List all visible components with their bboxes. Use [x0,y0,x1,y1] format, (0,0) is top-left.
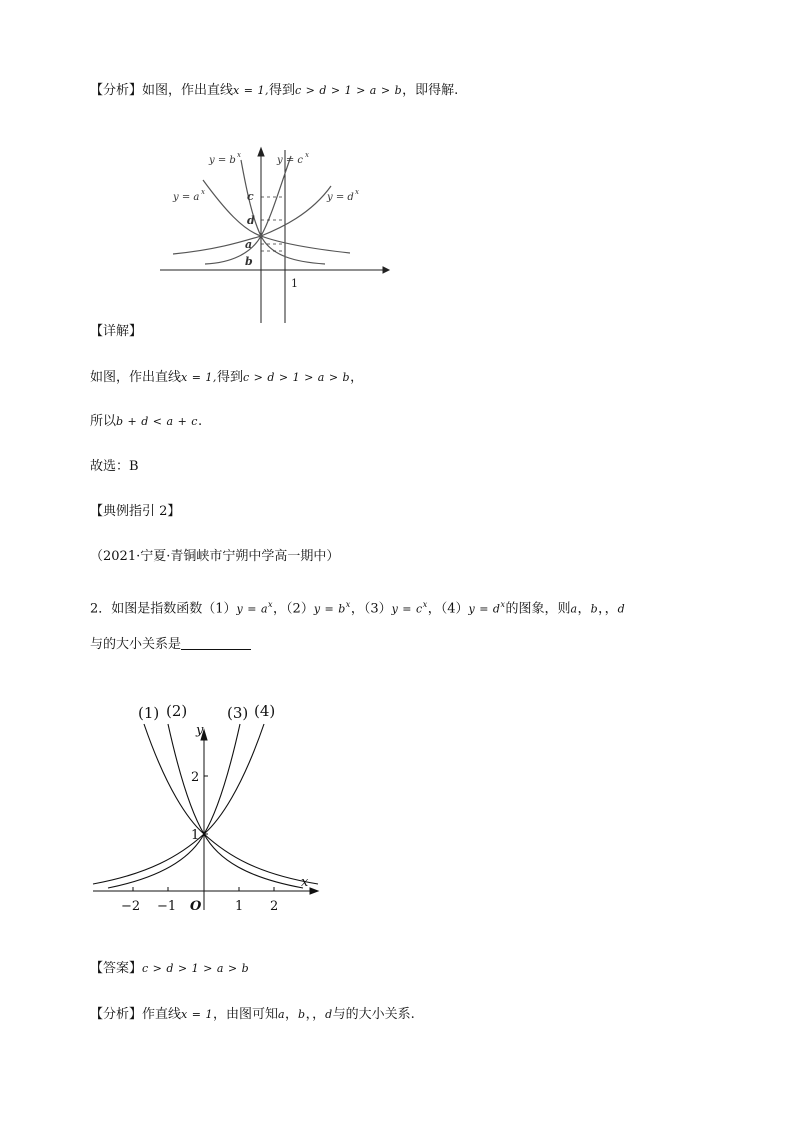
func-1: y = a [236,602,269,616]
x-axis-label: x [301,875,309,890]
detail-text-mid: 得到 [216,370,243,385]
detail-line2-after: . [197,414,203,429]
x-tick-label-2: 2 [270,899,279,914]
point-a: a [245,238,253,251]
func-3: y = c [391,602,423,616]
curve-label-2: (2) [166,702,188,720]
q-end: 与的大小关系是 [90,637,182,652]
figure-1-graph [155,138,395,328]
sup-ax: x [201,188,205,196]
curve-4 [93,724,264,884]
comma-1: ， [577,601,591,617]
detail-ineq: c > d > 1 > a > b [242,371,351,384]
analysis2-comma-2: ，， [305,1007,326,1022]
detail-line2-ineq: b + d < a + c [116,415,198,428]
sep-3: ，（3） [350,601,392,617]
func-2: y = b [313,602,346,616]
sep-4: ，（4） [427,601,469,617]
analysis2-text-mid: ，由图可知 [212,1007,278,1022]
question-line-2 [90,636,251,654]
fig1-y-arrow [258,148,264,156]
analysis-text-before: 如图，作出直线 [142,83,234,98]
label-y-cx: y = c [277,155,303,166]
curve-1 [144,724,318,884]
answer-ineq: c > d > 1 > a > b [142,962,250,975]
analysis2-tag: 【分析】 [90,1007,143,1022]
example-source: （2021·宁夏·青铜峡市宁朔中学高一期中） [90,549,340,564]
fig1-x-arrow [383,267,389,273]
func-2-exp: x [345,600,351,609]
analysis-1 [90,82,458,100]
tick-1: 1 [291,277,298,290]
detail-line-2 [90,413,202,431]
analysis-tag: 【分析】 [90,83,143,98]
curve-label-4: (4) [254,702,276,720]
origin-label: O [190,899,202,914]
analysis-text-after: ，即得解. [402,83,459,98]
y-axis-label: y [196,723,204,738]
answer-line [90,960,249,978]
y-tick-label-2: 2 [191,770,200,785]
func-1-exp: x [268,600,274,609]
analysis2-var-a: a [277,1008,286,1021]
line-equation: x = 1, [233,84,269,97]
analysis2-var-d: d [325,1008,333,1021]
answer-blank [181,637,251,650]
x-tick-label-m1: −1 [157,899,177,914]
point-c: c [247,190,254,203]
analysis-2 [90,1006,415,1024]
func-3-exp: x [422,600,428,609]
sup-cx: x [305,151,309,159]
comma-2: ，， [598,601,618,617]
q-num: 2．如图是指数函数（1） [90,601,237,617]
sup-bx: x [237,151,241,159]
var-b: b [590,602,599,616]
var-a: a [570,602,578,616]
example-tag: 【典例指引 2】 [90,504,181,519]
x-tick-label-m2: −2 [121,899,141,914]
analysis2-text-before: 作直线 [142,1007,182,1022]
analysis-text-mid: 得到 [268,83,295,98]
detail-line2-before: 所以 [90,414,117,429]
label-y-dx: y = d [327,192,354,203]
detail-text-after: ， [350,370,364,385]
curve-label-3: (3) [227,704,249,722]
y-tick-label-1: 1 [191,828,200,843]
x-tick-label-1: 1 [235,899,244,914]
fig2-x-arrow [310,888,318,894]
analysis2-line-eq: x = 1 [181,1008,213,1021]
detail-line-3: 故选：B [90,459,139,474]
curve-label-1: (1) [138,704,160,722]
sup-dx: x [355,188,359,196]
question-line-1 [90,596,625,618]
analysis2-text-end: 与的大小关系. [332,1007,415,1022]
detail-line-eq: x = 1, [181,371,217,384]
label-y-bx: y = b [209,155,236,166]
analysis2-comma-1: ， [285,1007,299,1022]
inequality: c > d > 1 > a > b [294,84,403,97]
point-b: b [245,255,253,268]
sep-2: ，（2） [273,601,314,617]
func-4: y = d [468,602,501,616]
curve-2 [168,724,303,888]
detail-line-1 [90,369,363,387]
detail-tag: 【详解】 [90,324,143,339]
analysis2-var-b: b [298,1008,306,1021]
detail-text-before: 如图，作出直线 [90,370,182,385]
answer-tag: 【答案】 [90,961,143,976]
label-y-ax: y = a [173,192,200,203]
figure-2-graph [88,698,328,928]
var-d: d [617,602,626,616]
point-d: d [247,214,255,227]
func-4-exp: x [500,600,506,609]
q-mid: 的图象，则 [505,601,571,617]
